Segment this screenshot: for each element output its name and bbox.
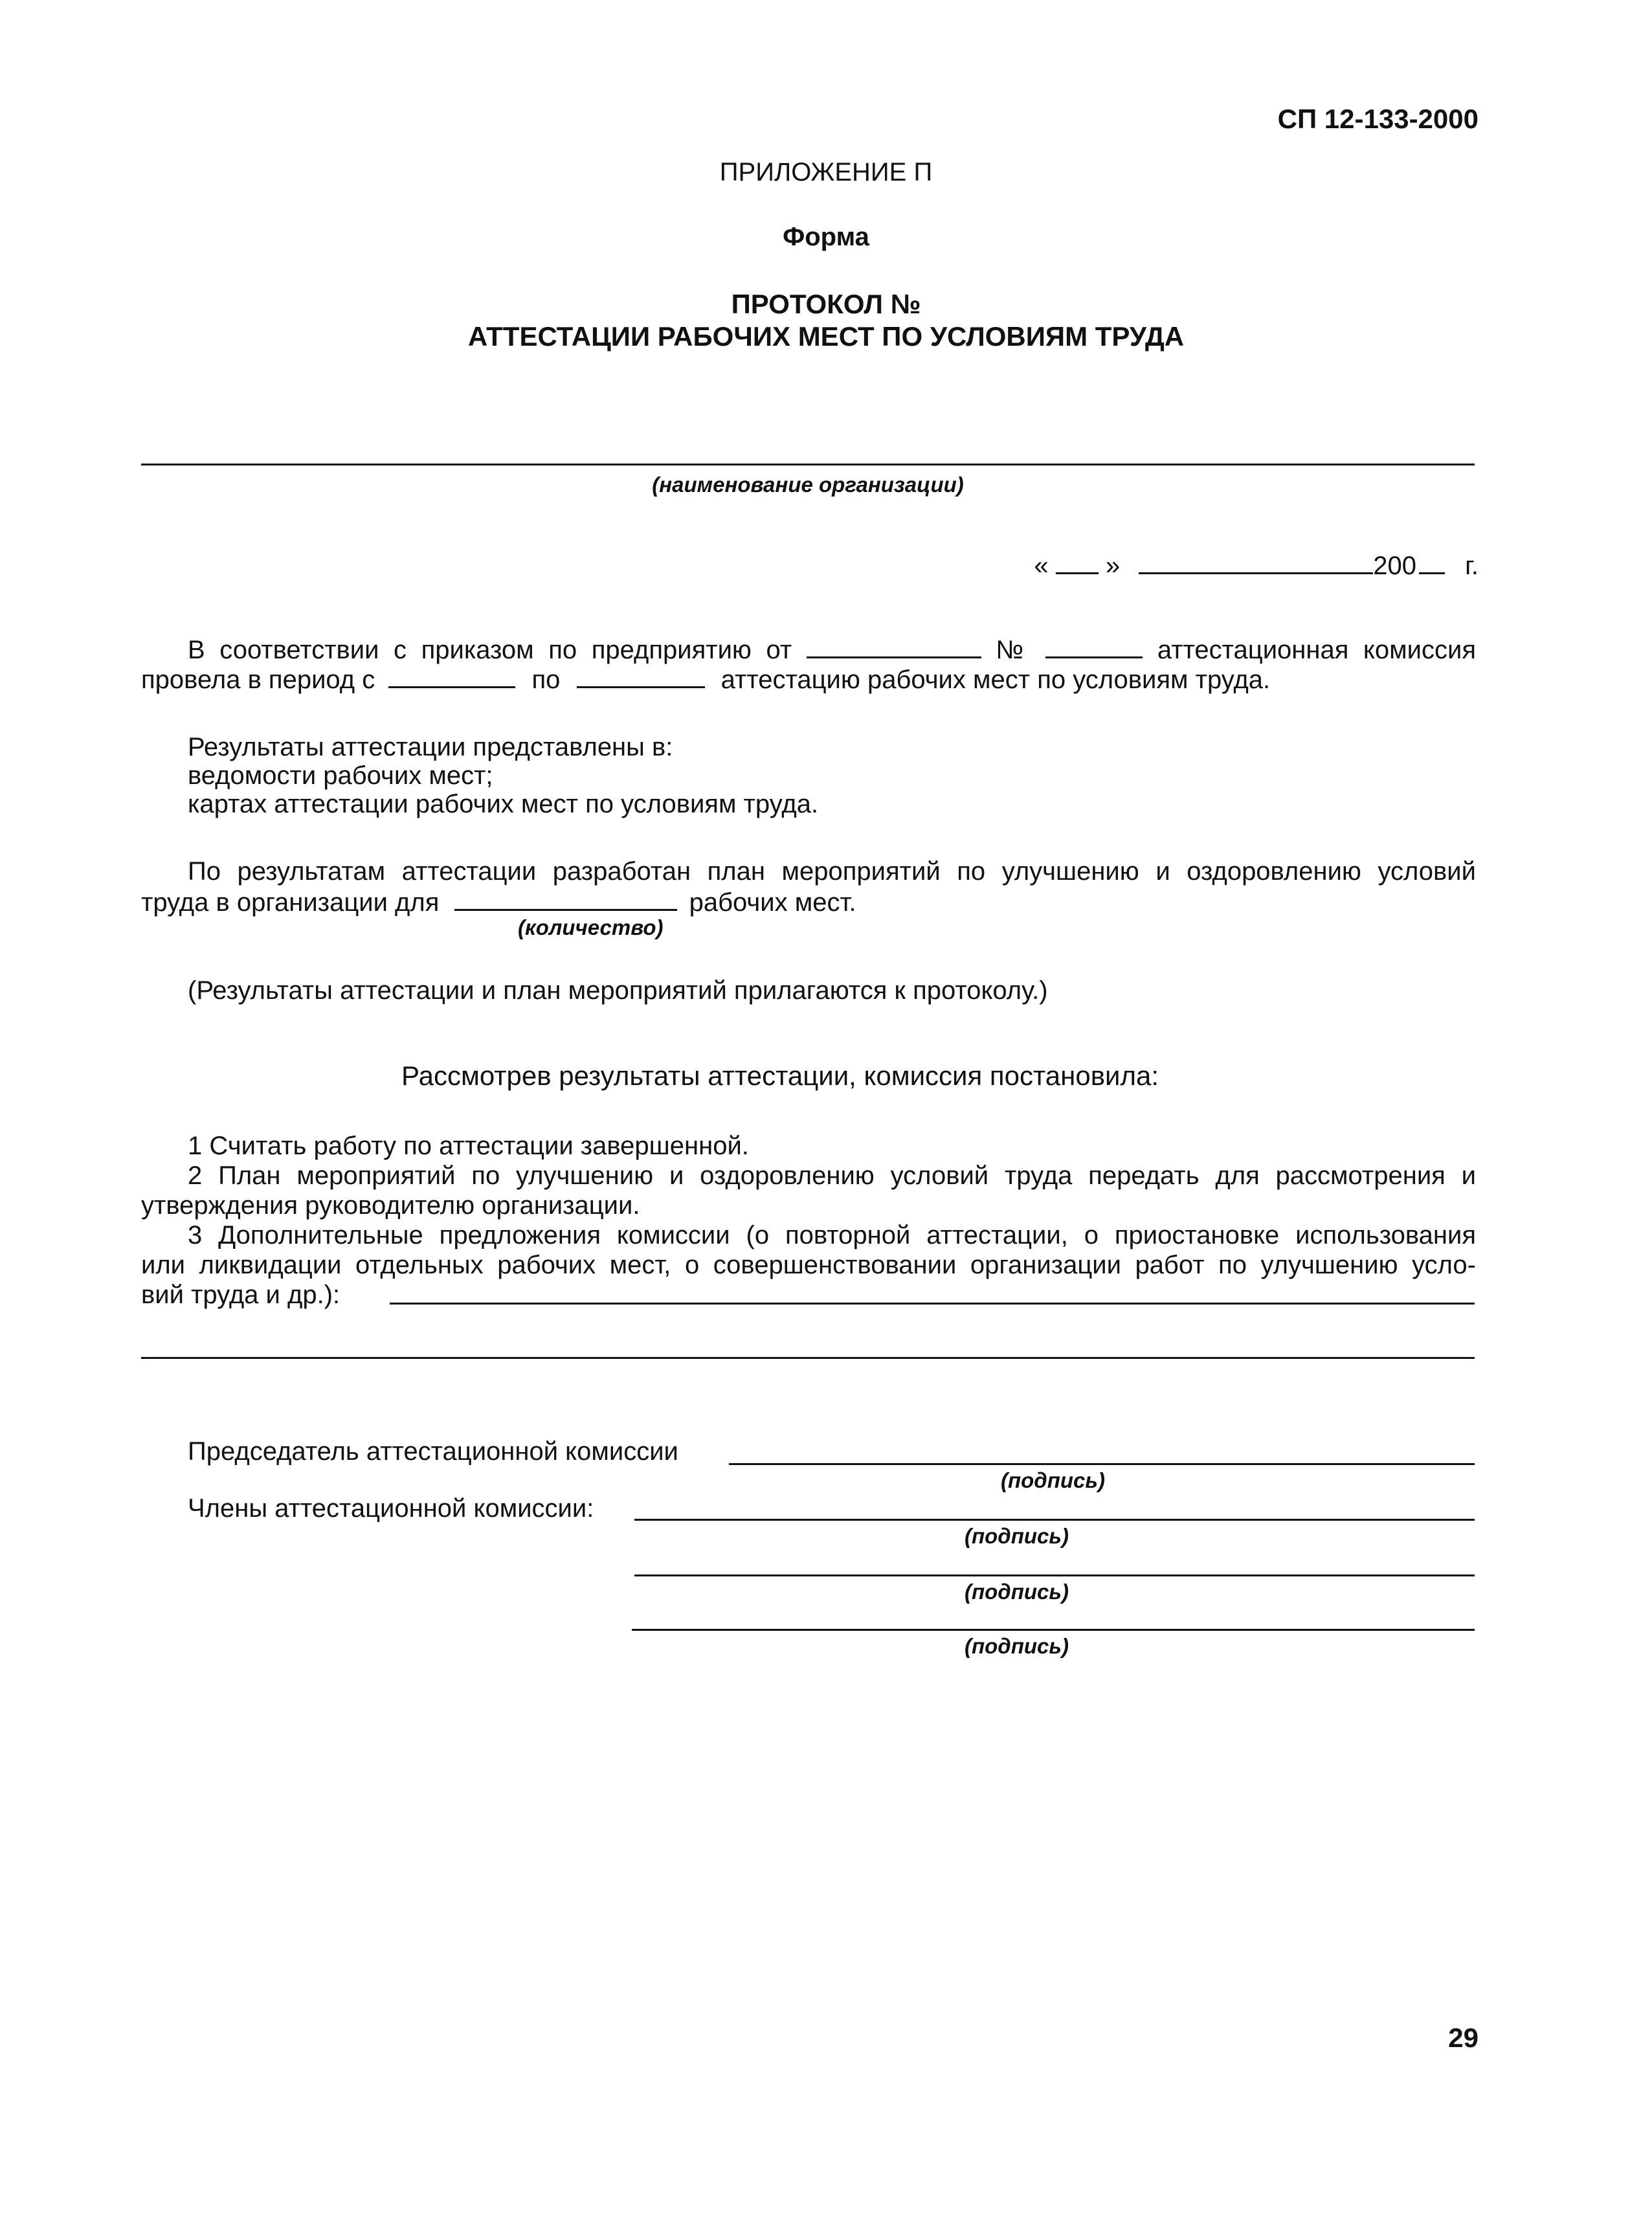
certification-text: аттестацию рабочих мест по условиям труда. [720, 666, 1271, 694]
period-text: провела в период с [141, 666, 375, 694]
count-caption: (количество) [518, 915, 664, 939]
workplaces-text: рабочих мест. [689, 888, 856, 917]
attached-note: (Результаты аттестации и план мероприятий прилагаются к протоколу.) [188, 976, 1048, 1005]
form-label: Форма [783, 223, 869, 251]
member-signature-caption-1: (подпись) [965, 1524, 1069, 1548]
protocol-subtitle: АТТЕСТАЦИИ РАБОЧИХ МЕСТ ПО УСЛОВИЯМ ТРУДА [467, 321, 1185, 352]
order-text: В соответствии с приказом по предприятию от [188, 636, 792, 664]
plan-line-1: По результатам аттестации разработан план мероприятий по улучшению и оздоровлению условий [188, 857, 1476, 886]
date-month-blank[interactable] [1139, 550, 1373, 574]
protocol-title: ПРОТОКОЛ № [731, 289, 921, 319]
date-quote-open: « [1034, 552, 1049, 580]
order-line-1 [188, 634, 1476, 665]
plan-text: труда в организации для [141, 888, 440, 917]
member-signature-caption-2: (подпись) [965, 1580, 1069, 1604]
results-item-1: ведомости рабочих мест; [188, 761, 493, 790]
date-day-blank[interactable] [1056, 550, 1099, 574]
decision-heading: Рассмотрев результаты аттестации, комиссия постановила: [401, 1060, 1159, 1091]
chairman-signature-line[interactable] [729, 1463, 1475, 1465]
order-date-blank[interactable] [807, 634, 981, 658]
members-label: Члены аттестационной комиссии: [188, 1494, 594, 1523]
period-end-blank[interactable] [577, 664, 705, 688]
date-line [1034, 550, 1479, 581]
organization-name-line[interactable] [141, 464, 1475, 465]
workplace-count-blank[interactable] [454, 887, 677, 911]
page-number: 29 [1448, 2022, 1479, 2053]
decision-item-2-line-2: утверждения руководителю организации. [141, 1191, 640, 1220]
member-signature-line-1[interactable] [634, 1519, 1475, 1521]
plan-line-2 [141, 887, 856, 917]
decision-item-3-line-1: 3 Дополнительные предложения комиссии (о повторной аттестации, о приостановке использования [188, 1221, 1476, 1249]
decision-item-3-line-3: вий труда и др.): [141, 1281, 340, 1309]
document-code: СП 12-133-2000 [1277, 104, 1479, 134]
commission-text: аттестационная комиссия [1157, 636, 1476, 664]
date-year: 200 [1373, 552, 1417, 580]
member-signature-caption-3: (подпись) [965, 1634, 1069, 1658]
proposals-line-1[interactable] [390, 1303, 1475, 1305]
decision-item-2-line-1: 2 План мероприятий по улучшению и оздоровлению условий труда передать для рассмотрения и [188, 1161, 1476, 1190]
order-line-2 [141, 664, 1270, 695]
results-item-2: картах аттестации рабочих мест по условиям труда. [188, 790, 819, 818]
chairman-signature-caption: (подпись) [1001, 1468, 1105, 1492]
member-signature-line-3[interactable] [632, 1629, 1475, 1631]
order-number-blank[interactable] [1045, 634, 1143, 658]
member-signature-line-2[interactable] [634, 1574, 1475, 1576]
appendix-label: ПРИЛОЖЕНИЕ П [719, 158, 933, 186]
decision-item-1: 1 Считать работу по аттестации завершенной. [188, 1132, 749, 1160]
date-quote-close: » [1105, 552, 1121, 580]
organization-caption: (наименование организации) [652, 473, 964, 497]
period-to-text: по [531, 666, 561, 694]
results-intro: Результаты аттестации представлены в: [188, 733, 673, 761]
chairman-label: Председатель аттестационной комиссии [188, 1437, 678, 1466]
period-start-blank[interactable] [388, 664, 515, 688]
order-number-sign: № [996, 636, 1031, 664]
date-year-suffix: г. [1465, 552, 1479, 580]
decision-item-3-line-2: или ликвидации отдельных рабочих мест, о совершенствовании организации работ по улучшению усло- [141, 1251, 1476, 1279]
date-year-blank[interactable] [1419, 550, 1445, 574]
proposals-line-2[interactable] [141, 1357, 1475, 1359]
